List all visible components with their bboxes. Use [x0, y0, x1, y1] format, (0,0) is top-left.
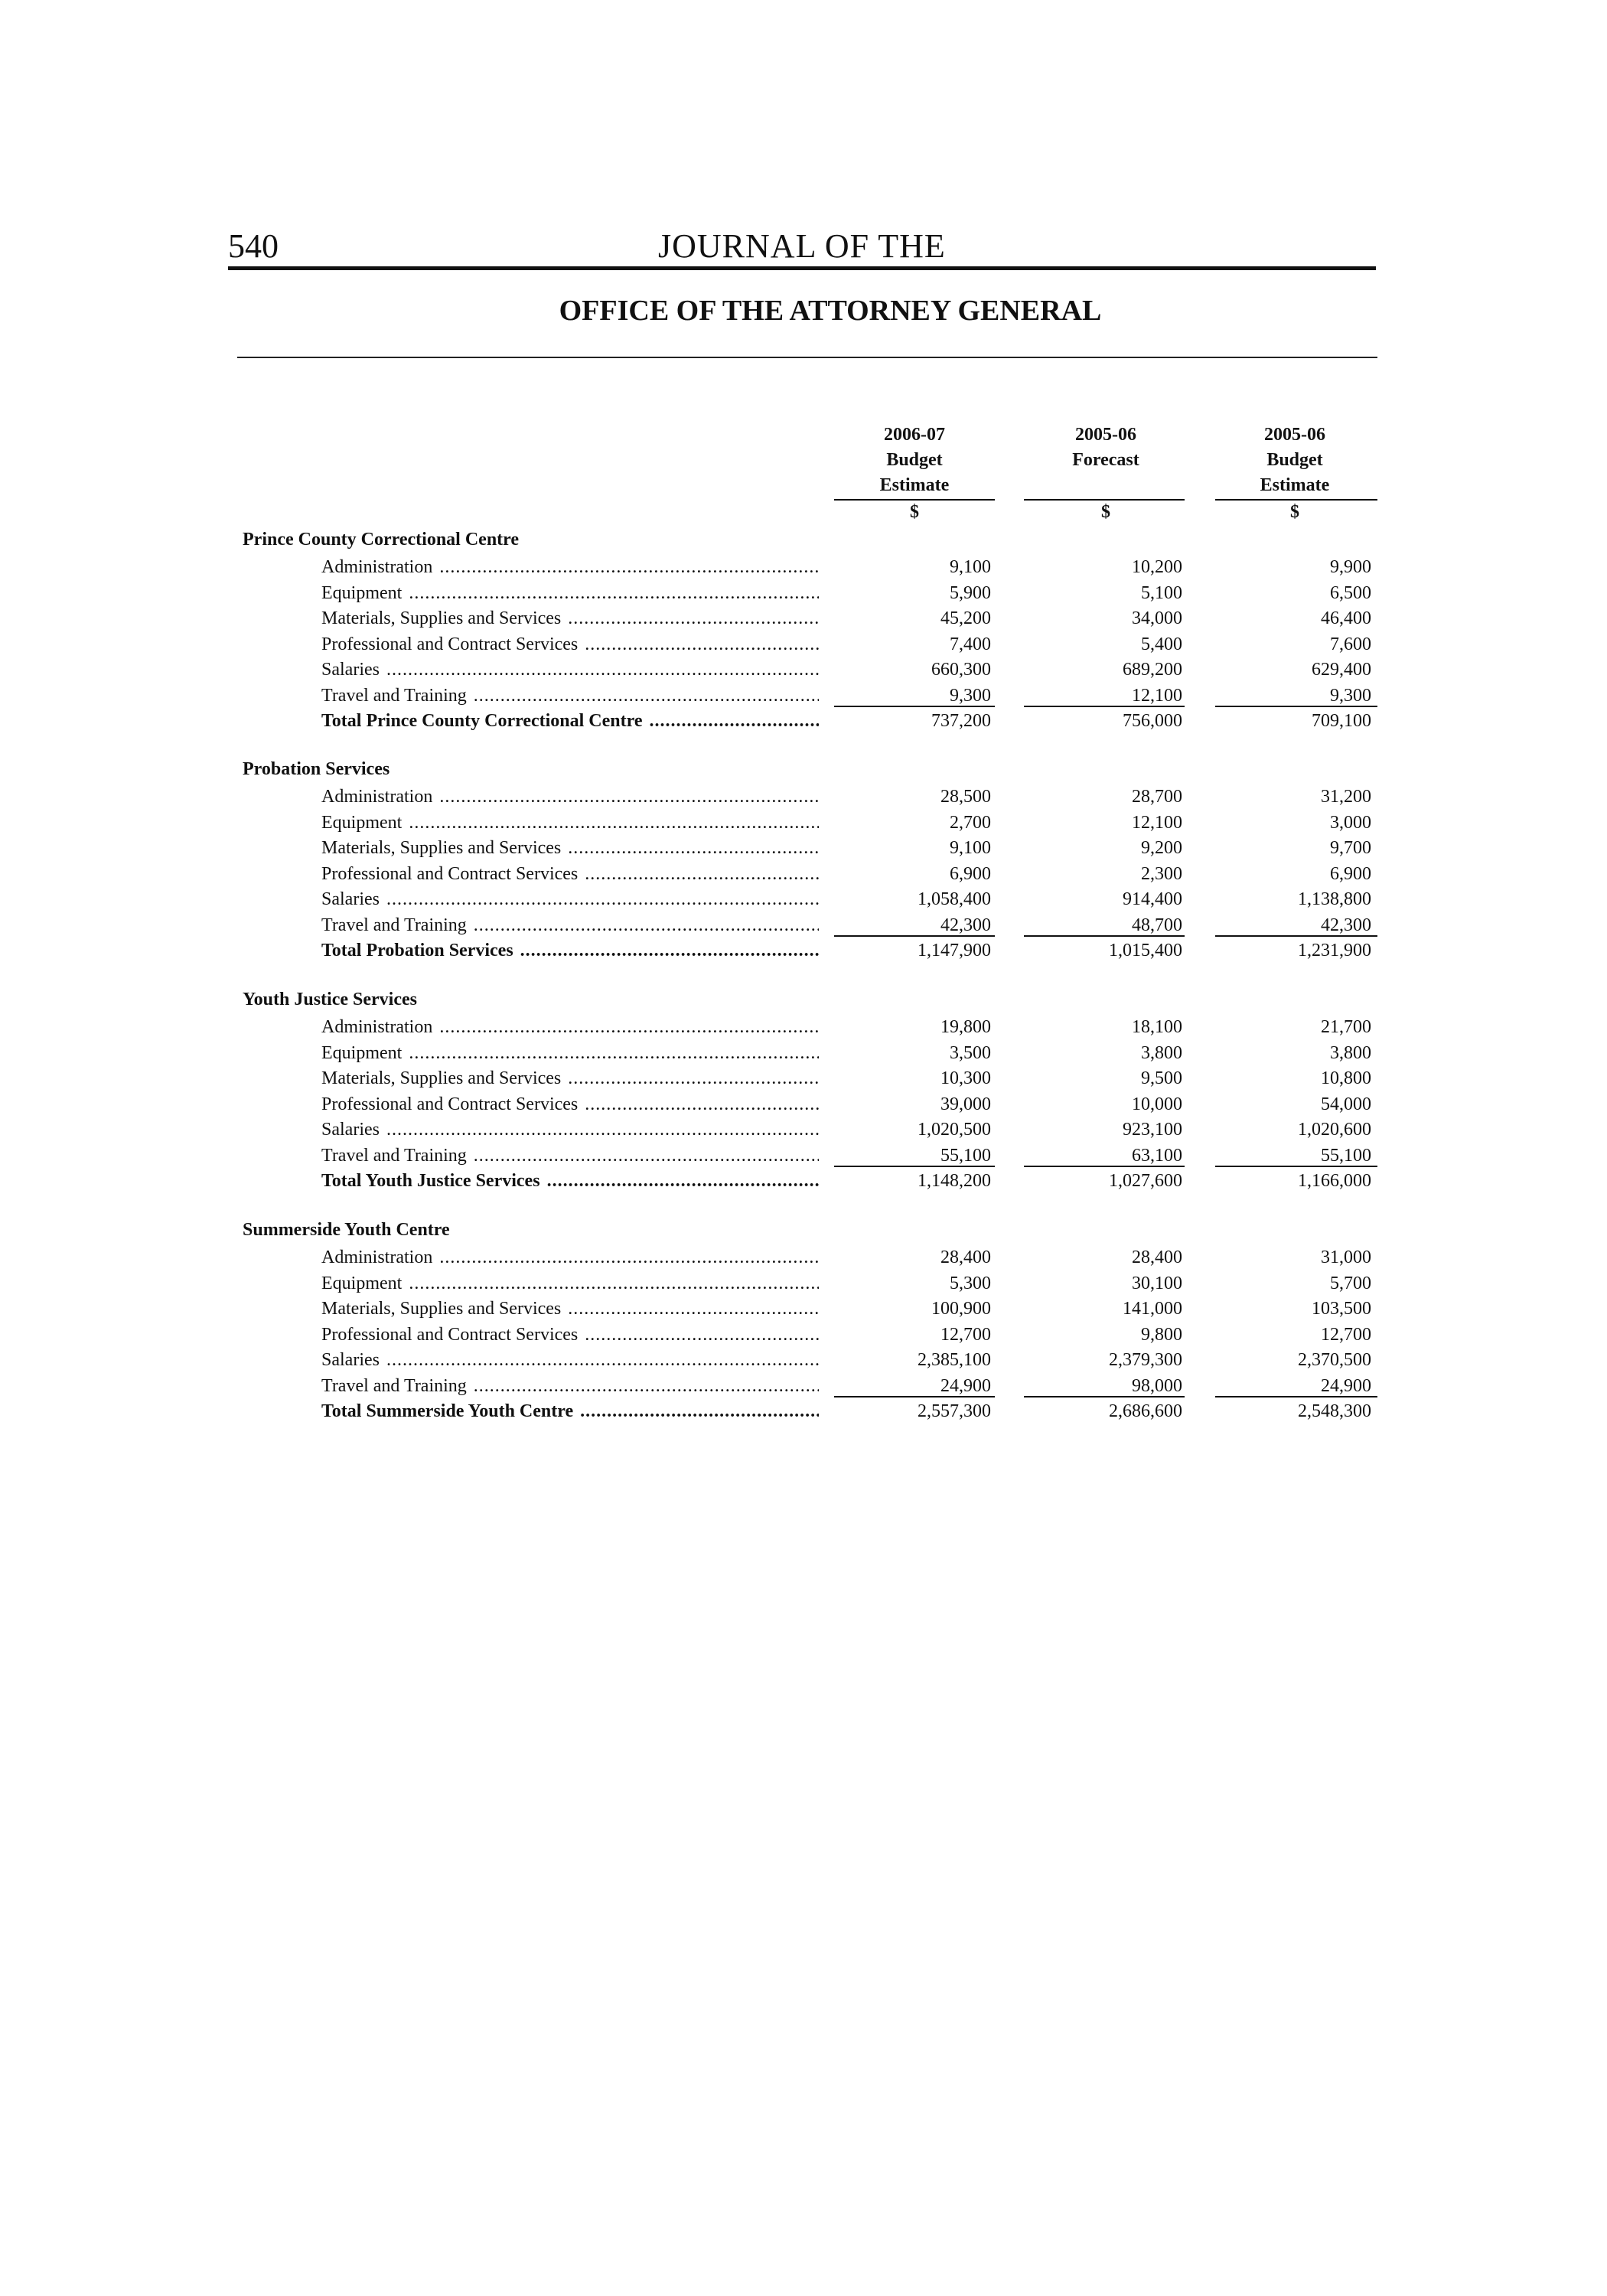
- row-label-text: Travel and Training: [321, 685, 467, 706]
- cell-value: 5,400: [1141, 634, 1182, 654]
- section-title: Probation Services: [243, 759, 390, 779]
- cell-value: 3,800: [1141, 1042, 1182, 1063]
- row-label: [321, 554, 819, 580]
- cell-value: 689,200: [1123, 660, 1182, 680]
- cell-value: 19,800: [940, 1017, 991, 1037]
- row-label-text: Salaries: [321, 889, 380, 909]
- cell-value: 28,400: [1132, 1247, 1182, 1267]
- cell-value: 9,100: [950, 838, 991, 858]
- total-value: 2,686,600: [1109, 1401, 1182, 1421]
- table-row: [0, 657, 1607, 683]
- cell-value: 55,100: [1321, 1145, 1371, 1166]
- section-title: Prince County Correctional Centre: [243, 530, 520, 550]
- header-rule: [228, 266, 1376, 270]
- cell-value: 42,300: [1321, 915, 1371, 935]
- subtotal-rule: [1024, 706, 1185, 707]
- cell-value: 31,200: [1321, 787, 1371, 807]
- table-row: [0, 912, 1607, 938]
- cell-value: 6,900: [1330, 863, 1371, 884]
- row-label-text: Professional and Contract Services: [321, 863, 579, 884]
- column-header-line2: Budget: [886, 450, 943, 470]
- row-label-text: Professional and Contract Services: [321, 1094, 579, 1114]
- column-header-budget-2006-07: [838, 422, 991, 498]
- row-label: [321, 861, 819, 887]
- column-header-budget-2005-06: [1218, 422, 1371, 498]
- cell-value: 42,300: [940, 915, 991, 935]
- row-label-text: Total Youth Justice Services: [321, 1171, 540, 1191]
- cell-value: 45,200: [940, 608, 991, 628]
- row-label-text: Total Summerside Youth Centre: [321, 1401, 574, 1421]
- cell-value: 5,900: [950, 582, 991, 603]
- cell-value: 7,400: [950, 634, 991, 654]
- total-value: 737,200: [931, 711, 991, 731]
- row-label-text: Professional and Contract Services: [321, 634, 579, 654]
- total-value: 1,231,900: [1298, 941, 1371, 960]
- total-label: [321, 708, 819, 734]
- row-label-text: Travel and Training: [321, 1375, 467, 1396]
- row-label-text: Travel and Training: [321, 915, 467, 935]
- row-label: [321, 1244, 819, 1270]
- cell-value: 21,700: [1321, 1017, 1371, 1037]
- cell-value: 24,900: [940, 1375, 991, 1396]
- cell-value: 2,300: [1141, 863, 1182, 884]
- column-header-rule: [1215, 499, 1377, 501]
- row-label: [321, 1143, 819, 1169]
- table-row: [0, 1322, 1607, 1348]
- subtotal-rule: [834, 935, 995, 937]
- cell-value: 914,400: [1123, 889, 1182, 909]
- cell-value: 5,100: [1141, 582, 1182, 603]
- row-label: [321, 1040, 819, 1066]
- table-row: [0, 835, 1607, 861]
- cell-value: 9,500: [1141, 1068, 1182, 1088]
- cell-value: 48,700: [1132, 915, 1182, 935]
- column-header-line3: Estimate: [879, 475, 950, 495]
- table-row: [0, 631, 1607, 657]
- total-label: [321, 1398, 819, 1424]
- subtotal-rule: [1024, 1396, 1185, 1397]
- row-label: [321, 1014, 819, 1040]
- subtotal-rule: [1215, 1396, 1377, 1397]
- row-label-text: Equipment: [321, 812, 403, 833]
- row-label-text: Equipment: [321, 582, 403, 603]
- cell-value: 10,800: [1321, 1068, 1371, 1088]
- cell-value: 2,370,500: [1298, 1350, 1371, 1370]
- cell-value: 63,100: [1132, 1145, 1182, 1166]
- cell-value: 923,100: [1123, 1120, 1182, 1140]
- row-label-text: Professional and Contract Services: [321, 1324, 579, 1345]
- table-row: [0, 580, 1607, 606]
- cell-value: 28,500: [940, 787, 991, 807]
- row-label: [321, 810, 819, 836]
- table-row: [0, 683, 1607, 709]
- cell-value: 2,385,100: [918, 1350, 991, 1370]
- subtotal-rule: [834, 1166, 995, 1167]
- cell-value: 5,700: [1330, 1273, 1371, 1293]
- row-label-text: Equipment: [321, 1042, 403, 1063]
- cell-value: 31,000: [1321, 1247, 1371, 1267]
- table-row: [0, 1117, 1607, 1143]
- row-label-text: Salaries: [321, 1350, 380, 1370]
- cell-value: 55,100: [940, 1145, 991, 1166]
- cell-value: 9,100: [950, 557, 991, 577]
- cell-value: 18,100: [1132, 1017, 1182, 1037]
- table-row: [0, 1347, 1607, 1373]
- cell-value: 39,000: [940, 1094, 991, 1114]
- row-label-text: Materials, Supplies and Services: [321, 608, 562, 628]
- cell-value: 2,700: [950, 812, 991, 833]
- column-header-line1: 2005-06: [1264, 425, 1325, 445]
- cell-value: 9,700: [1330, 838, 1371, 858]
- cell-value: 9,800: [1141, 1324, 1182, 1345]
- row-label: [321, 1373, 819, 1399]
- row-label: [321, 886, 819, 912]
- column-header-rule: [834, 499, 995, 501]
- total-value: 2,548,300: [1298, 1401, 1371, 1421]
- cell-value: 46,400: [1321, 608, 1371, 628]
- row-label-text: Salaries: [321, 1120, 380, 1140]
- subtotal-rule: [1024, 935, 1185, 937]
- cell-value: 3,500: [950, 1042, 991, 1063]
- cell-value: 28,700: [1132, 787, 1182, 807]
- cell-value: 9,300: [950, 685, 991, 706]
- cell-value: 12,100: [1132, 812, 1182, 833]
- row-label: [321, 605, 819, 631]
- row-label: [321, 580, 819, 606]
- column-header-line3: Forecast: [1072, 450, 1139, 470]
- subtotal-rule: [1215, 706, 1377, 707]
- row-label: [321, 835, 819, 861]
- cell-value: 660,300: [931, 660, 991, 680]
- column-header-line2: 2005-06: [1075, 425, 1136, 445]
- table-row: [0, 810, 1607, 836]
- subtotal-rule: [834, 1396, 995, 1397]
- cell-value: 9,200: [1141, 838, 1182, 858]
- table-row: [0, 1091, 1607, 1117]
- row-label: [321, 631, 819, 657]
- cell-value: 629,400: [1312, 660, 1371, 680]
- table-row: [0, 554, 1607, 580]
- table-row: [0, 861, 1607, 887]
- total-value: 1,015,400: [1109, 941, 1182, 960]
- row-label: [321, 1347, 819, 1373]
- row-label: [321, 1117, 819, 1143]
- cell-value: 12,700: [940, 1324, 991, 1345]
- total-row: [0, 1398, 1607, 1424]
- table-row: [0, 1244, 1607, 1270]
- row-label: [321, 912, 819, 938]
- row-label-text: Travel and Training: [321, 1145, 467, 1166]
- total-value: 1,148,200: [918, 1171, 991, 1191]
- cell-value: 30,100: [1132, 1273, 1182, 1293]
- column-header-rule: [1024, 499, 1185, 501]
- cell-value: 6,500: [1330, 582, 1371, 603]
- row-label-text: Equipment: [321, 1273, 403, 1293]
- journal-title: JOURNAL OF THE: [658, 227, 946, 265]
- row-label-text: Administration: [321, 1017, 433, 1037]
- table-row: [0, 1296, 1607, 1322]
- total-row: [0, 938, 1607, 964]
- cell-value: 28,400: [940, 1247, 991, 1267]
- cell-value: 10,000: [1132, 1094, 1182, 1114]
- cell-value: 6,900: [950, 863, 991, 884]
- section-title: Summerside Youth Centre: [243, 1220, 450, 1240]
- row-label-text: Materials, Supplies and Services: [321, 838, 562, 858]
- row-label-text: Administration: [321, 1247, 433, 1267]
- row-label-text: Salaries: [321, 660, 380, 680]
- cell-value: 5,300: [950, 1273, 991, 1293]
- cell-value: 9,900: [1330, 557, 1371, 577]
- row-label: [321, 683, 819, 709]
- total-value: 1,166,000: [1298, 1171, 1371, 1191]
- column-header-line1: 2006-07: [884, 425, 945, 445]
- row-label-text: Administration: [321, 787, 433, 807]
- column-unit: $: [1101, 502, 1110, 522]
- total-value: 1,027,600: [1109, 1171, 1182, 1191]
- cell-value: 12,700: [1321, 1324, 1371, 1345]
- cell-value: 3,000: [1330, 812, 1371, 833]
- total-value: 2,557,300: [918, 1401, 991, 1421]
- subtotal-rule: [1215, 935, 1377, 937]
- cell-value: 1,058,400: [918, 889, 991, 909]
- subtotal-rule: [834, 706, 995, 707]
- row-label: [321, 657, 819, 683]
- cell-value: 1,138,800: [1298, 889, 1371, 909]
- row-label: [321, 784, 819, 810]
- section-title: Youth Justice Services: [243, 990, 417, 1009]
- table-row: [0, 605, 1607, 631]
- total-label: [321, 1168, 819, 1194]
- page-number: 540: [228, 227, 279, 265]
- cell-value: 1,020,500: [918, 1120, 991, 1140]
- row-label-text: Administration: [321, 557, 433, 577]
- cell-value: 12,100: [1132, 685, 1182, 706]
- column-header-forecast-2005-06: [1029, 422, 1182, 473]
- column-unit: $: [1290, 502, 1299, 522]
- row-label: [321, 1091, 819, 1117]
- table-row: [0, 1014, 1607, 1040]
- cell-value: 98,000: [1132, 1375, 1182, 1396]
- cell-value: 2,379,300: [1109, 1350, 1182, 1370]
- row-label: [321, 1296, 819, 1322]
- cell-value: 141,000: [1123, 1299, 1182, 1319]
- subtotal-rule: [1215, 1166, 1377, 1167]
- total-row: [0, 708, 1607, 734]
- column-header-line3: Estimate: [1260, 475, 1330, 495]
- total-value: 756,000: [1123, 711, 1182, 731]
- total-row: [0, 1168, 1607, 1194]
- table-row: [0, 1040, 1607, 1066]
- subtotal-rule: [1024, 1166, 1185, 1167]
- total-value: 1,147,900: [918, 941, 991, 960]
- cell-value: 10,200: [1132, 557, 1182, 577]
- row-label-text: Materials, Supplies and Services: [321, 1068, 562, 1088]
- table-row: [0, 1065, 1607, 1091]
- cell-value: 34,000: [1132, 608, 1182, 628]
- cell-value: 24,900: [1321, 1375, 1371, 1396]
- office-title: OFFICE OF THE ATTORNEY GENERAL: [559, 295, 1102, 327]
- row-label: [321, 1065, 819, 1091]
- table-row: [0, 1270, 1607, 1296]
- row-label-text: Total Prince County Correctional Centre: [321, 711, 643, 731]
- total-label: [321, 938, 819, 964]
- cell-value: 10,300: [940, 1068, 991, 1088]
- cell-value: 3,800: [1330, 1042, 1371, 1063]
- column-unit: $: [910, 502, 919, 522]
- cell-value: 1,020,600: [1298, 1120, 1371, 1140]
- row-label-text: Total Probation Services: [321, 941, 513, 960]
- office-title-rule: [237, 357, 1377, 358]
- table-row: [0, 1143, 1607, 1169]
- column-header-line2: Budget: [1266, 450, 1323, 470]
- cell-value: 7,600: [1330, 634, 1371, 654]
- cell-value: 103,500: [1312, 1299, 1371, 1319]
- total-value: 709,100: [1312, 711, 1371, 731]
- table-row: [0, 886, 1607, 912]
- table-row: [0, 1373, 1607, 1399]
- cell-value: 9,300: [1330, 685, 1371, 706]
- table-row: [0, 784, 1607, 810]
- row-label: [321, 1270, 819, 1296]
- row-label-text: Materials, Supplies and Services: [321, 1299, 562, 1319]
- cell-value: 100,900: [931, 1299, 991, 1319]
- row-label: [321, 1322, 819, 1348]
- cell-value: 54,000: [1321, 1094, 1371, 1114]
